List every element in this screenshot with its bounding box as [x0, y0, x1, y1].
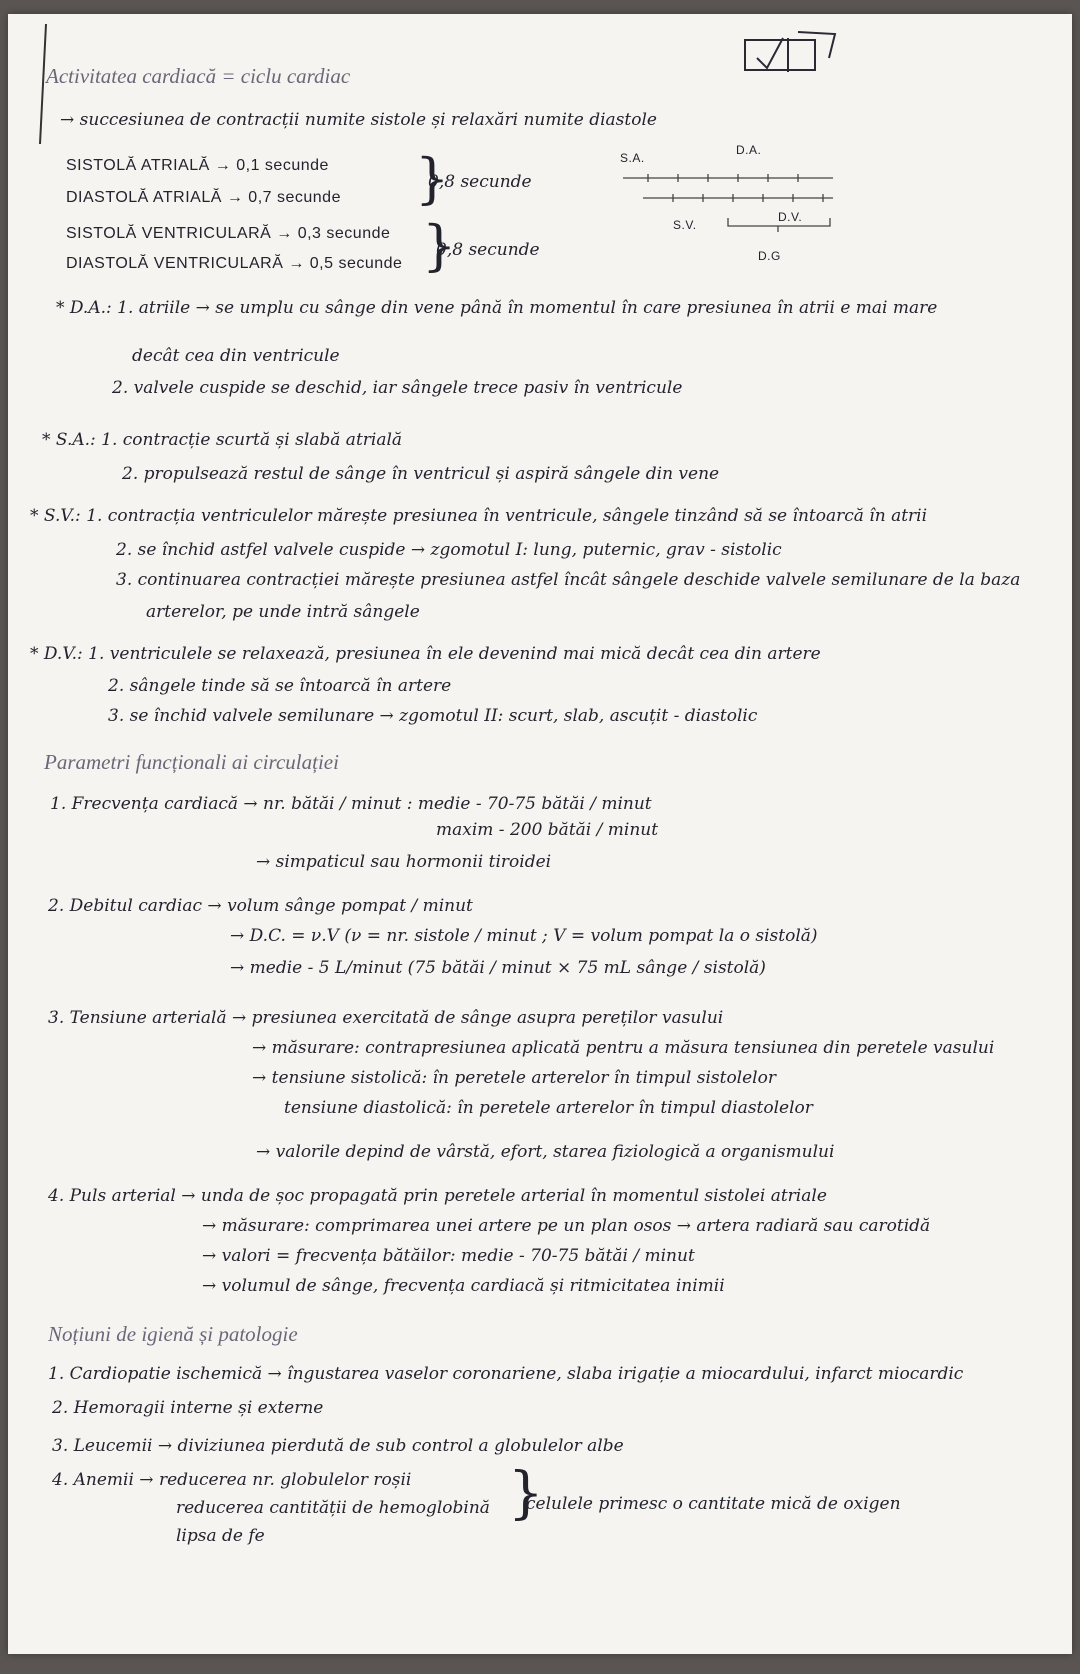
- diagram-label-da: D.A.: [736, 143, 762, 157]
- param-2-line-3: → medie - 5 L/minut (75 bătăi / minut × 75 mL sânge / sistolă): [230, 958, 766, 978]
- param-4-line-3: → valori = frecvența bătăilor: medie - 70-75 bătăi / minut: [202, 1246, 695, 1266]
- section-title-cardiac-activity: Activitatea cardiacă = ciclu cardiac: [46, 64, 351, 88]
- brace-icon: }: [422, 214, 457, 277]
- notebook-page: [8, 14, 1072, 1654]
- param-3-line-1: 3. Tensiune arterială → presiunea exercitată de sânge asupra pereților vasului: [48, 1008, 724, 1028]
- sa-line-2: 2. propulsează restul de sânge în ventricul și aspiră sângele din vene: [122, 464, 720, 484]
- hygiene-item-4-line-1: 4. Anemii → reducerea nr. globulelor roșii: [52, 1470, 412, 1490]
- check-box-doodle: [743, 28, 843, 78]
- hygiene-item-3: 3. Leucemii → diviziunea pierdută de sub control a globulelor albe: [52, 1436, 624, 1456]
- sv-line-4: arterelor, pe unde intră sângele: [146, 602, 420, 622]
- hygiene-item-1: 1. Cardiopatie ischemică → îngustarea vaselor coronariene, slaba irigație a miocardului, infarct miocardic: [48, 1364, 964, 1384]
- dv-line-1: * D.V.: 1. ventriculele se relaxează, presiunea în ele devenind mai mică decât cea din artere: [30, 644, 821, 664]
- ventricular-diastole: DIASTOLĂ VENTRICULARĂ → 0,5 secunde: [66, 255, 403, 272]
- sv-line-3: 3. continuarea contracției mărește presiunea astfel încât sângele deschide valvele semilunare de la baza: [116, 570, 1021, 590]
- cardiac-cycle-diagram: [618, 164, 838, 254]
- sv-line-1: * S.V.: 1. contracția ventriculelor mărește presiunea în ventricule, sângele tinzând să se întoarcă în atrii: [30, 506, 928, 526]
- section-title-parameters: Parametri funcționali ai circulației: [44, 750, 339, 774]
- param-4-line-2: → măsurare: comprimarea unei artere pe un plan osos → artera radiară sau carotidă: [202, 1216, 931, 1236]
- dv-line-3: 3. se închid valvele semilunare → zgomotul II: scurt, slab, ascuțit - diastolic: [108, 706, 758, 726]
- atrial-systole: SISTOLĂ ATRIALĂ → 0,1 secunde: [66, 157, 329, 174]
- hygiene-item-2: 2. Hemoragii interne și externe: [52, 1398, 324, 1418]
- section-title-hygiene: Noțiuni de igienă și patologie: [48, 1322, 298, 1346]
- da-line-2: decât cea din ventricule: [132, 346, 340, 366]
- brace-icon: }: [508, 1461, 544, 1526]
- param-2-line-2: → D.C. = ν.V (ν = nr. sistole / minut ; V = volum pompat la o sistolă): [230, 926, 818, 946]
- param-3-line-2: → măsurare: contrapresiunea aplicată pentru a măsura tensiunea din peretele vasului: [252, 1038, 995, 1058]
- da-line-3: 2. valvele cuspide se deschid, iar sângele trece pasiv în ventricule: [112, 378, 683, 398]
- atrial-total: 0,8 secunde: [428, 172, 532, 192]
- hygiene-item-4-effect: celulele primesc o cantitate mică de oxigen: [526, 1494, 901, 1514]
- ventricular-systole: SISTOLĂ VENTRICULARĂ → 0,3 secunde: [66, 225, 391, 242]
- diagram-label-dv: D.V.: [778, 210, 803, 224]
- diagram-label-dg: D.G: [758, 249, 781, 263]
- sa-line-1: * S.A.: 1. contracție scurtă și slabă atrială: [42, 430, 403, 450]
- param-4-line-4: → volumul de sânge, frecvența cardiacă și ritmicitatea inimii: [202, 1276, 725, 1296]
- param-3-line-3: → tensiune sistolică: în peretele arterelor în timpul sistolelor: [252, 1068, 776, 1088]
- param-3-line-5: → valorile depind de vârstă, efort, starea fiziologică a organismului: [256, 1142, 835, 1162]
- param-1-line-2: maxim - 200 bătăi / minut: [436, 820, 659, 840]
- param-2-line-1: 2. Debitul cardiac → volum sânge pompat / minut: [48, 896, 473, 916]
- diagram-label-sa: S.A.: [620, 151, 645, 165]
- diagram-label-sv: S.V.: [673, 218, 697, 232]
- intro-line: → succesiunea de contracții numite sistole și relaxări numite diastole: [60, 110, 657, 130]
- hygiene-item-4-line-2: reducerea cantității de hemoglobină: [176, 1498, 490, 1518]
- param-1-line-3: → simpaticul sau hormonii tiroidei: [256, 852, 552, 872]
- param-1-line-1: 1. Frecvența cardiacă → nr. bătăi / minut : medie - 70-75 bătăi / minut: [50, 794, 652, 814]
- hygiene-item-4-line-3: lipsa de fe: [176, 1526, 265, 1546]
- param-4-line-1: 4. Puls arterial → unda de șoc propagată prin peretele arterial în momentul sistolei atriale: [48, 1186, 827, 1206]
- param-3-line-4: tensiune diastolică: în peretele arterelor în timpul diastolelor: [284, 1098, 813, 1118]
- sv-line-2: 2. se închid astfel valvele cuspide → zgomotul I: lung, puternic, grav - sistolic: [116, 540, 782, 560]
- dv-line-2: 2. sângele tinde să se întoarcă în artere: [108, 676, 452, 696]
- brace-icon: }: [415, 147, 450, 210]
- ventricular-total: 0,8 secunde: [436, 240, 540, 260]
- atrial-diastole: DIASTOLĂ ATRIALĂ → 0,7 secunde: [66, 189, 341, 206]
- da-line-1: * D.A.: 1. atriile → se umplu cu sânge din vene până în momentul în care presiunea în atrii e mai mare: [56, 298, 938, 318]
